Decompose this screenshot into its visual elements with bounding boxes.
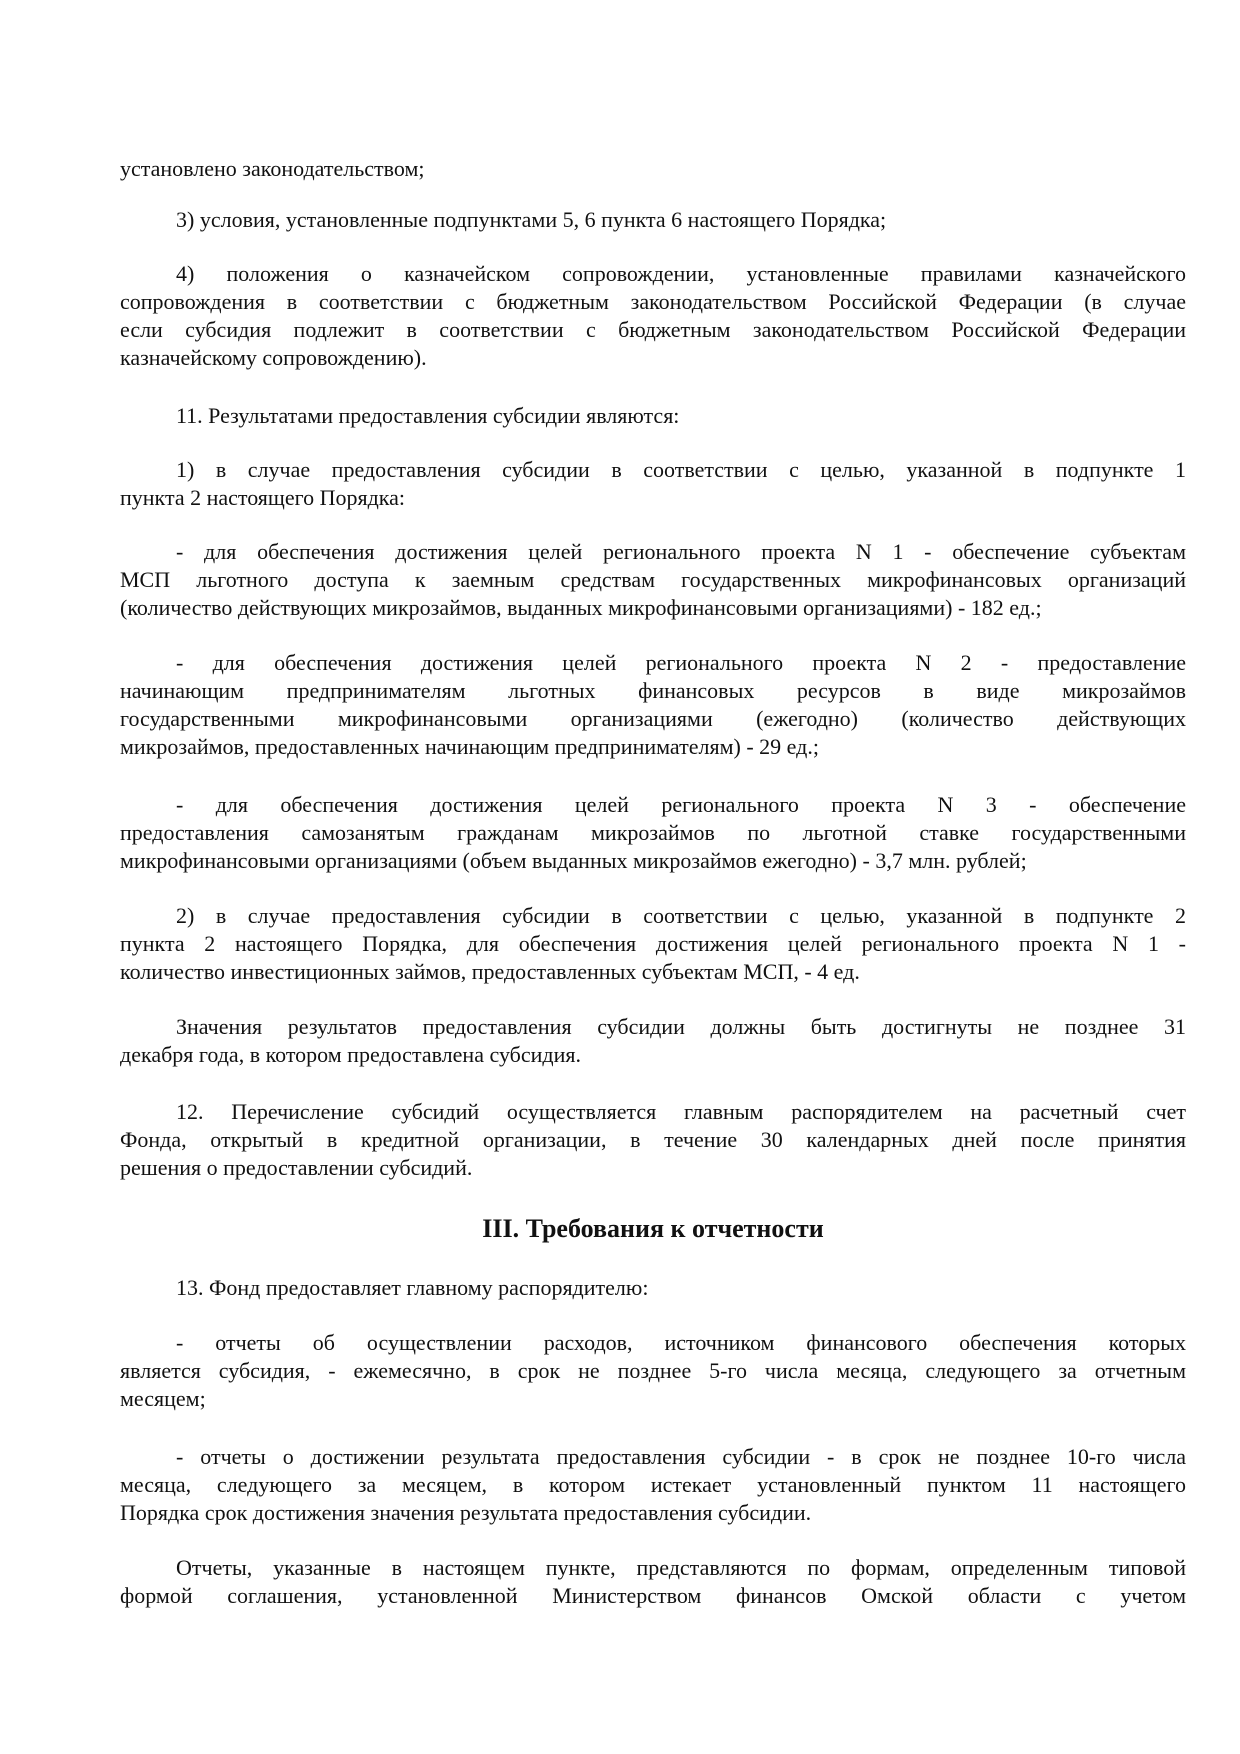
text-line: микрозаймов, предоставленных начинающим предпринимателям) - 29 ед.; — [120, 734, 819, 759]
text-line: декабря года, в котором предоставлена субсидия. — [120, 1042, 581, 1067]
text-line: формой соглашения, установленной Министерством финансов Омской области с учетом — [120, 1583, 1186, 1608]
text-line: Фонда, открытый в кредитной организации, в течение 30 календарных дней после принятия — [120, 1127, 1186, 1152]
text-line: пункта 2 настоящего Порядка, для обеспечения достижения целей регионального проекта N 1 - — [120, 931, 1186, 956]
paragraph — [120, 1554, 1186, 1610]
text-line: 3) условия, установленные подпунктами 5, 6 пункта 6 настоящего Порядка; — [176, 207, 887, 232]
section-heading: III. Требования к отчетности — [482, 1214, 824, 1243]
text-line: 1) в случае предоставления субсидии в соответствии с целью, указанной в подпункте 1 — [176, 457, 1186, 482]
paragraph — [120, 791, 1186, 875]
text-line: Отчеты, указанные в настоящем пункте, представляются по формам, определенным типовой — [176, 1555, 1186, 1580]
text-line: - для обеспечения достижения целей регионального проекта N 1 - обеспечение субъектам — [176, 539, 1186, 564]
paragraph — [120, 1098, 1186, 1182]
text-line: государственными микрофинансовыми организациями (ежегодно) (количество действующих — [120, 706, 1186, 731]
text-line: месяца, следующего за месяцем, в котором истекает установленный пунктом 11 настоящего — [120, 1472, 1186, 1497]
paragraph — [120, 1329, 1186, 1413]
text-line: сопровождения в соответствии с бюджетным законодательством Российской Федерации (в случае — [120, 289, 1186, 314]
text-line: предоставления самозанятым гражданам микрозаймов по льготной ставке государственными — [120, 820, 1186, 845]
text-line: 4) положения о казначейском сопровождении, установленные правилами казначейского — [176, 261, 1186, 286]
text-line: 2) в случае предоставления субсидии в соответствии с целью, указанной в подпункте 2 — [176, 903, 1186, 928]
paragraph — [120, 155, 1186, 183]
text-line: 13. Фонд предоставляет главному распорядителю: — [176, 1275, 649, 1300]
text-line: - для обеспечения достижения целей регионального проекта N 3 - обеспечение — [176, 792, 1186, 817]
text-line: - отчеты о достижении результата предоставления субсидии - в срок не позднее 10-го числа — [176, 1444, 1186, 1469]
text-line: решения о предоставлении субсидий. — [120, 1155, 473, 1180]
text-line: установлено законодательством; — [120, 156, 425, 181]
text-line: микрофинансовыми организациями (объем выданных микрозаймов ежегодно) - 3,7 млн. рублей; — [120, 848, 1027, 873]
text-line: является субсидия, - ежемесячно, в срок не позднее 5-го числа месяца, следующего за отчетным — [120, 1358, 1186, 1383]
paragraph — [120, 260, 1186, 372]
text-line: - отчеты об осуществлении расходов, источником финансового обеспечения которых — [176, 1330, 1186, 1355]
text-line: - для обеспечения достижения целей регионального проекта N 2 - предоставление — [176, 650, 1186, 675]
text-line: начинающим предпринимателям льготных финансовых ресурсов в виде микрозаймов — [120, 678, 1186, 703]
text-line: если субсидия подлежит в соответствии с бюджетным законодательством Российской Федерации — [120, 317, 1186, 342]
text-line: количество инвестиционных займов, предоставленных субъектам МСП, - 4 ед. — [120, 959, 860, 984]
text-line: Порядка срок достижения значения результата предоставления субсидии. — [120, 1500, 812, 1525]
text-line: казначейскому сопровождению). — [120, 345, 427, 370]
paragraph — [120, 1443, 1186, 1527]
paragraph — [120, 649, 1186, 761]
paragraph — [120, 402, 1186, 430]
paragraph — [120, 538, 1186, 622]
text-line: пункта 2 настоящего Порядка: — [120, 485, 406, 510]
text-line: МСП льготного доступа к заемным средствам государственных микрофинансовых организаций — [120, 567, 1186, 592]
paragraph — [120, 1274, 1186, 1302]
paragraph — [120, 206, 1186, 234]
text-line: месяцем; — [120, 1386, 206, 1411]
text-line: Значения результатов предоставления субсидии должны быть достигнуты не позднее 31 — [176, 1014, 1186, 1039]
text-line: 12. Перечисление субсидий осуществляется главным распорядителем на расчетный счет — [176, 1099, 1186, 1124]
text-line: 11. Результатами предоставления субсидии являются: — [176, 403, 680, 428]
text-line: (количество действующих микрозаймов, выданных микрофинансовыми организациями) - 182 ед.; — [120, 595, 1042, 620]
paragraph — [120, 456, 1186, 512]
paragraph — [120, 902, 1186, 986]
paragraph — [120, 1013, 1186, 1069]
